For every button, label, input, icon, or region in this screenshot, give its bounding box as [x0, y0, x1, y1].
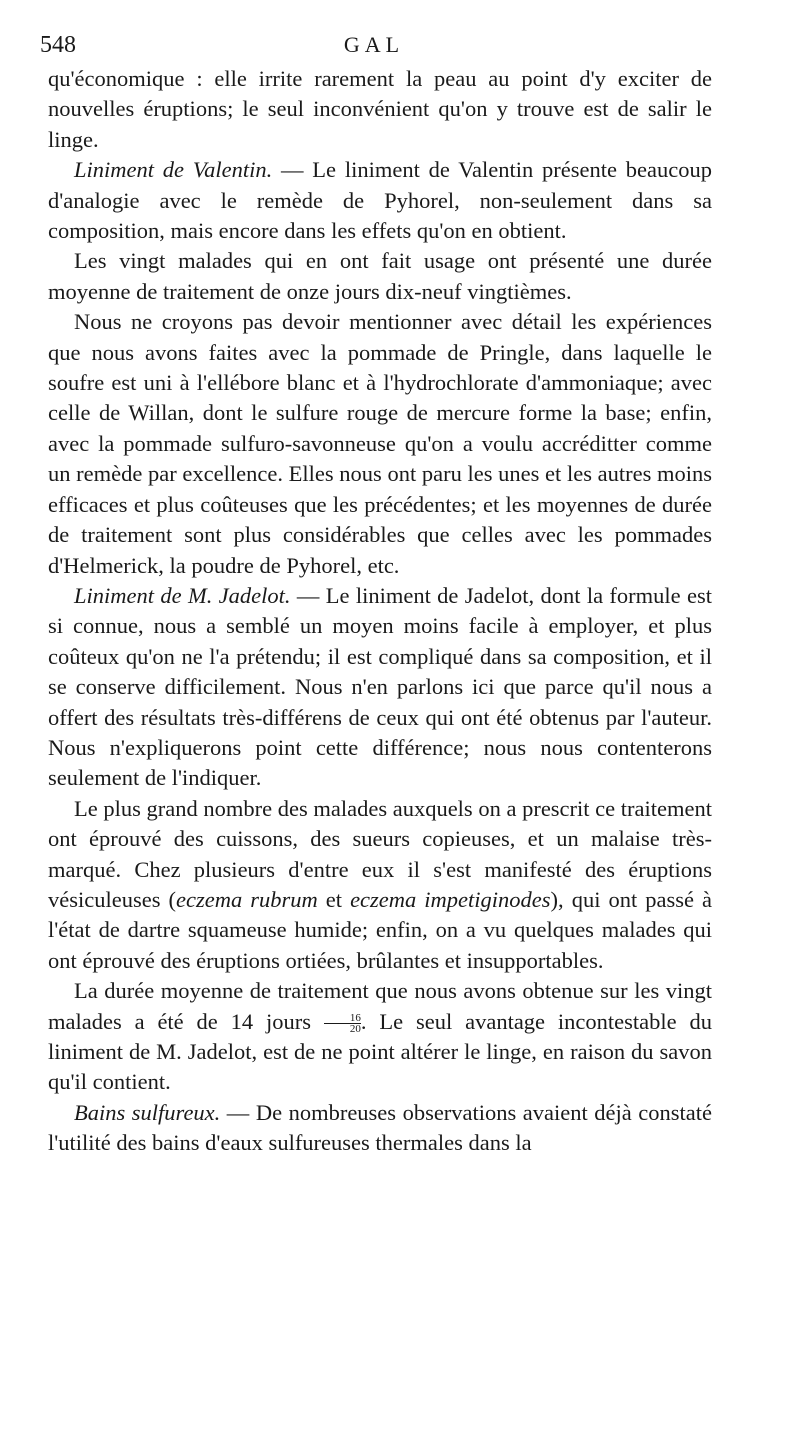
- paragraph: Le plus grand nombre des malades auxquels on a prescrit ce traitement ont éprouvé des cuissons, des sueurs copieuses, et un malaise très-marqué. Chez plusieurs d'entre eux il s'est manifesté des éruptions vésiculeuses (eczema rubrum et eczema impetiginodes), qui ont passé à l'état de dartre squameuse humide; enfin, on a vu quelques malades qui ont éprouvé des éruptions ortiées, brûlantes et insupportables.: [48, 795, 713, 973]
- running-title: GAL: [343, 32, 405, 57]
- page-body: [48, 64, 712, 1159]
- page-header: [40, 32, 708, 62]
- paragraph: Les vingt malades qui en ont fait usage ont présenté une durée moyenne de traitement de onze jours dix-neuf vingtièmes.: [48, 248, 712, 304]
- section-heading: Bains sulfureux.: [74, 1099, 221, 1125]
- latin-term: eczema impetiginodes: [350, 886, 551, 912]
- section-heading: Liniment de M. Jadelot.: [74, 582, 291, 608]
- paragraph: Nous ne croyons pas devoir mentionner avec détail les expériences que nous avons faites avec la pommade de Pringle, dans laquelle le soufre est uni à l'ellébore blanc et à l'hydrochlorate d'ammoniaque; avec celle de Willan, dont le sulfure rouge de mercure forme la base; enfin, avec la pommade sulfuro-savonneuse qu'on a voulu accréditter comme un remède par excellence. Elles nous ont paru les unes et les autres moins efficaces et plus coûteuses que les précédentes; et les moyennes de durée de traitement sont plus considérables que celles avec les pommades d'Helmerick, la poudre de Pyhorel, etc.: [48, 309, 712, 578]
- paragraph: Liniment de M. Jadelot. — Le liniment de Jadelot, dont la formule est si connue, nous a semblé un moyen moins facile à employer, et plus coûteux qu'on ne l'a prétendu; il est compliqué dans sa composition, et il se conserve difficilement. Nous n'en parlons ici que parce qu'il nous a offert des résultats très-différens de ceux qui ont été obtenus par l'auteur. Nous n'expliquerons point cette différence; nous nous contenterons seulement de l'indiquer.: [48, 582, 712, 791]
- page-number: 548: [40, 32, 76, 58]
- latin-term: eczema rubrum: [176, 886, 318, 912]
- paragraph: La durée moyenne de traitement que nous avons obtenue sur les vingt malades a été de 14 jours $\frac{16}{20}$ . Le seul avantage incontestable du liniment de M. Jadelot, est de ne point altérer le linge, en raison du savon qu'il contient.: [48, 978, 712, 1095]
- paragraph: Liniment de Valentin. — Le liniment de Valentin présente beaucoup d'analogie avec le remède de Pyhorel, non-seulement dans sa composition, mais encore dans les effets qu'on en obtient.: [48, 157, 712, 244]
- section-heading: Liniment de Valentin.: [74, 157, 273, 183]
- paragraph: qu'économique : elle irrite rarement la peau au point d'y exciter de nouvelles éruptions; le seul inconvénient qu'on y trouve est de salir le linge.: [48, 66, 712, 152]
- fraction: $\frac{16}{20}$: [324, 1013, 361, 1034]
- paragraph: Bains sulfureux. — De nombreuses observations avaient déjà constaté l'utilité des bains d'eaux sulfureuses thermales dans la: [48, 1099, 712, 1156]
